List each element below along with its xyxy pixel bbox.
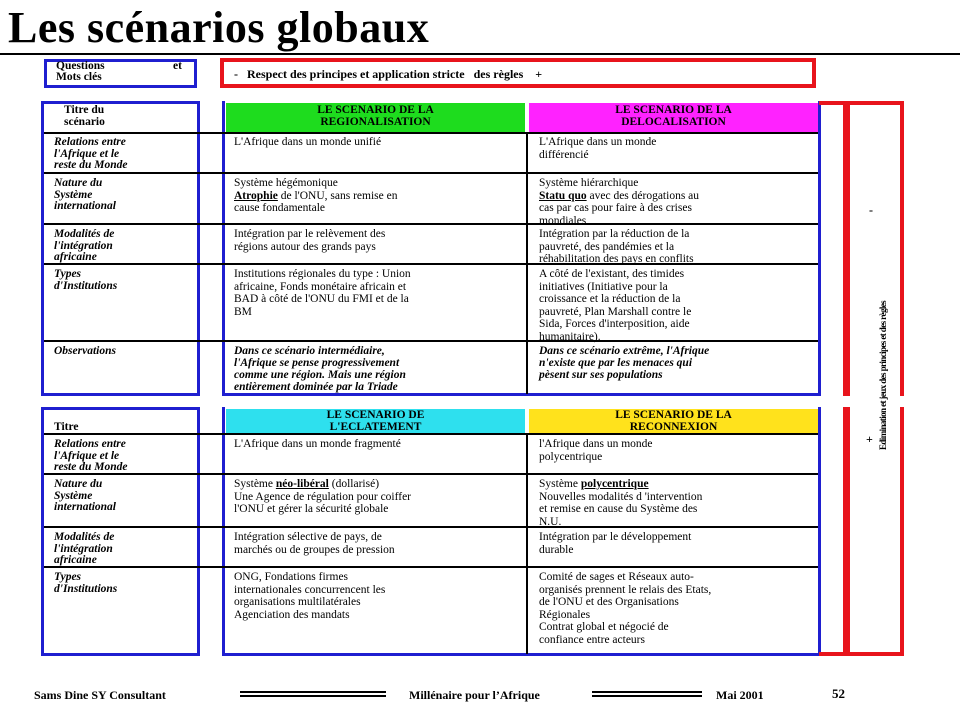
table1-row5-label: Observations (54, 345, 116, 357)
table2-row1-col1: L'Afrique dans un monde fragmenté (234, 438, 401, 450)
table1-row2-label: Nature du Système international (54, 177, 116, 212)
footer-left: Sams Dine SY Consultant (34, 688, 166, 702)
table2-row1-col2: l'Afrique dans un monde polycentrique (539, 438, 653, 463)
table2-row3-label: Modalités de l'intégration africaine (54, 531, 115, 566)
keywords-label-line1: Questions (56, 60, 105, 72)
table1-row2-col2 (531, 175, 817, 227)
keywords-text: - Respect des principes et application stricte des règles + (234, 67, 543, 81)
table2-rule-0 (44, 433, 818, 435)
keywords-label-line2: Mots clés (56, 71, 102, 83)
table2-col-divider (526, 433, 528, 654)
table2-row2-label: Nature du Système international (54, 478, 116, 513)
text-run: Système hiérarchique (539, 177, 639, 189)
table2-col1-title: LE SCENARIO DE L'ECLATEMENT (326, 409, 425, 433)
text-run-underlined: néo-libéral (275, 478, 329, 490)
text-run: Système (234, 478, 276, 490)
table1-row4-label: Types d'Institutions (54, 268, 118, 292)
text-run: Système hégémonique (234, 177, 338, 189)
table1-rule-1 (44, 172, 818, 174)
footer-rule-left (240, 691, 386, 697)
page-title: Les scénarios globaux (8, 3, 430, 52)
keywords-label-et: et (173, 60, 182, 72)
table2-row3-col1: Intégration sélective de pays, de marchés ou de groupes de pression (234, 531, 395, 556)
table1-row3-col1: Intégration par le relèvement des régions autour des grands pays (234, 228, 386, 253)
page-number: 52 (832, 686, 845, 701)
table2-row4-col1: ONG, Fondations firmes internationales concurrencent les organisations multilatérales Agenciation des mandats (234, 571, 386, 621)
table2-col2-title: LE SCENARIO DE LA RECONNEXION (615, 409, 732, 433)
text-run-underlined: polycentrique (580, 478, 649, 490)
text-run-underlined: Statu quo (539, 189, 587, 202)
table1-row4-col1: Institutions régionales du type : Union africaine, Fonds monétaire africain et BAD à côté de l'ONU du FMI et de la BM (234, 268, 411, 318)
table1-row1-label: Relations entre l'Afrique et le reste du Monde (54, 136, 128, 171)
table2-corner-label: Titre (54, 421, 79, 433)
table2-row1-label: Relations entre l'Afrique et le reste du Monde (54, 438, 128, 473)
table2-rule-3 (44, 566, 818, 568)
side-bracket-left (819, 101, 847, 656)
table1-row5-col2: Dans ce scénario extrême, l'Afrique n'existe que par les menaces qui pèsent sur ses populations (539, 345, 710, 381)
footer-right: Mai 2001 (716, 688, 764, 702)
table2-row4-col2: Comité de sages et Réseaux auto- organisés prennent le relais des Etats, de l'ONU et des Organisations Régionales Contrat global et négocié de confiance entre acteurs (539, 571, 712, 646)
text-run: (dollarisé) Une Agence de régulation pour coiffer l'ONU et gérer la sécurité globale (234, 478, 412, 515)
table2-row4-label: Types d'Institutions (54, 571, 118, 595)
text-run: Nouvelles modalités d 'intervention et remise en cause du Système des N.U. (539, 490, 703, 528)
table1-row3-col2: Intégration par la réduction de la pauvreté, des pandémies et la réhabilitation des pays en conflits (539, 228, 694, 265)
table2-row2-col1 (226, 476, 522, 516)
text-run: de l'ONU, sans remise en cause fondamentale (234, 189, 398, 214)
text-run: Système (539, 478, 581, 490)
table1-corner-label: Titre du scénario (64, 104, 105, 128)
table1-row5-col1: Dans ce scénario intermédiaire, l'Afrique se pense progressivement comme une région. Mais une région entièrement dominée par la Triade (234, 345, 406, 393)
table1-row4-col2: A côté de l'existant, des timides initiatives (Initiative pour la croissance et la réduction de la pauvreté, Plan Marshall contre le Sida, Forces d'interposition, aide humanitaire). (539, 268, 692, 343)
table2-rule-1 (44, 473, 818, 475)
footer-center: Millénaire pour l’Afrique (409, 688, 540, 702)
table1-row2-col1 (226, 175, 522, 215)
footer-rule-right (592, 691, 702, 697)
table2-row3-col2: Intégration par le développement durable (539, 531, 692, 556)
table1-col2-title: LE SCENARIO DE LA DELOCALISATION (615, 104, 732, 128)
table1-row1-col2: L'Afrique dans un monde différencié (539, 136, 657, 161)
table2-row2-col2 (531, 476, 817, 528)
title-rule (0, 53, 960, 55)
side-vertical-text: Edimination et jeux des principes et des règles (878, 300, 888, 450)
text-run: avec des dérogations au cas par cas pour faire à des crises mondiales (539, 189, 700, 227)
table1-row1-col1: L'Afrique dans un monde unifié (234, 136, 382, 148)
side-minus: - (869, 203, 873, 217)
table1-row3-label: Modalités de l'intégration africaine (54, 228, 115, 263)
table1-col1-title: LE SCENARIO DE LA REGIONALISATION (317, 104, 434, 128)
text-run-underlined: Atrophie (234, 189, 278, 202)
side-plus: + (866, 432, 873, 446)
side-vertical-text-box (856, 210, 886, 460)
